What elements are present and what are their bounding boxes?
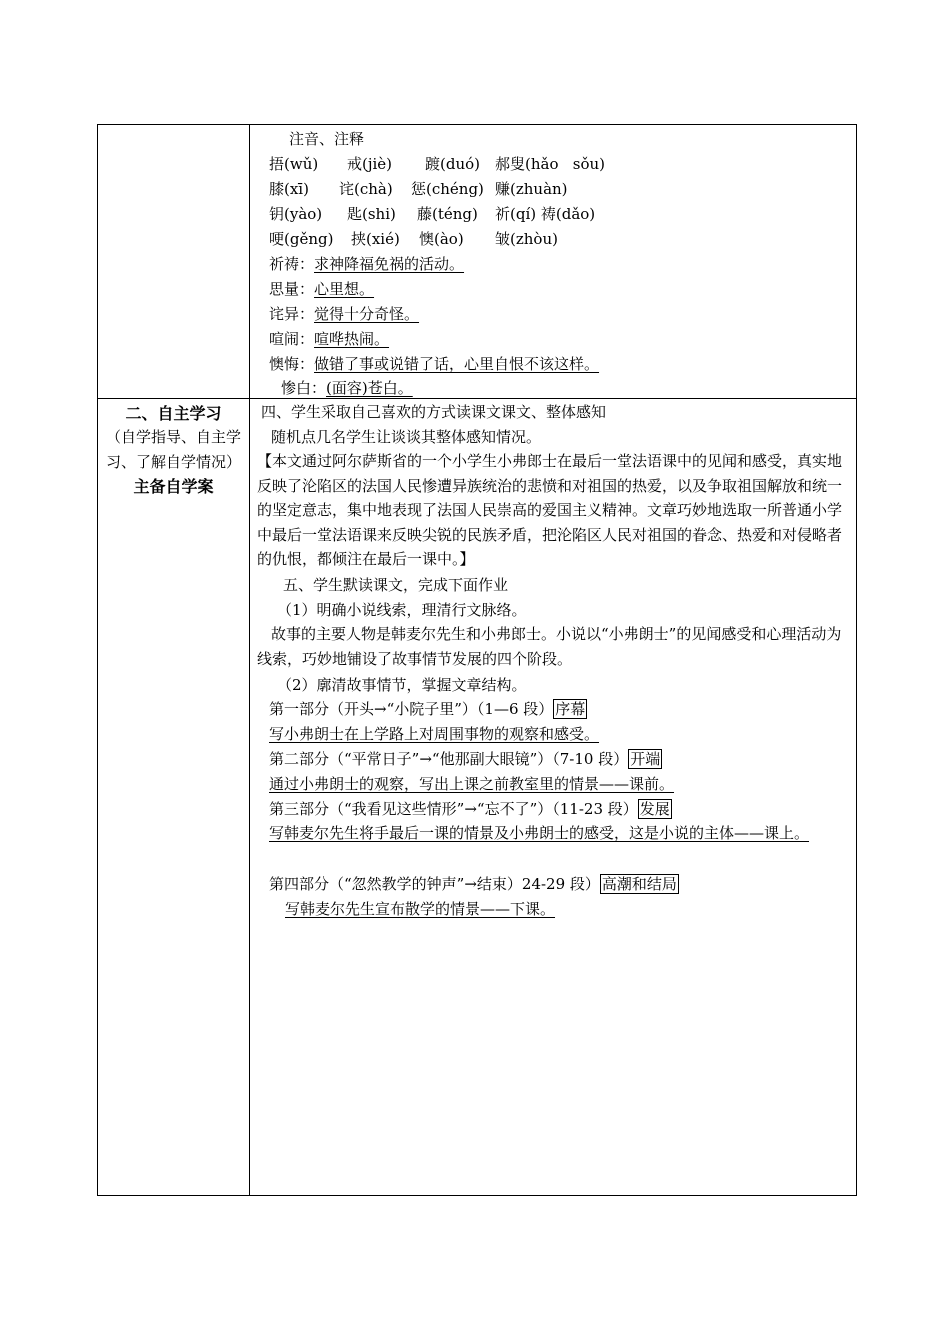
pinyin-item: 藤(téng): [417, 205, 478, 223]
glossary-item: 祈祷：求神降福免祸的活动。: [269, 255, 465, 273]
section-four-text: 随机点几名学生让谈谈其整体感知情况。: [271, 428, 542, 446]
stage-tag: 高潮和结局: [601, 875, 677, 893]
pinyin-item: 懊(ào): [419, 230, 464, 248]
glossary-definition: (面容)苍白。: [326, 379, 413, 397]
glossary-item: 思量：心里想。: [269, 280, 375, 298]
structure-part-desc: 写小弗朗士在上学路上对周围事物的观察和感受。: [269, 725, 600, 743]
pinyin-item: 赚(zhuàn): [495, 180, 568, 198]
pinyin-item: 挟(xié): [351, 230, 400, 248]
section-title: 二、自主学习: [125, 404, 222, 423]
stage-tag: 序幕: [555, 700, 586, 718]
structure-part-desc: 写韩麦尔先生将手最后一课的情景及小弗朗士的感受，这是小说的主体——课上。: [269, 824, 810, 842]
pinyin-item: 郝叟(hǎo sǒu): [495, 155, 606, 173]
pinyin-item: 匙(shi): [347, 205, 396, 223]
glossary-definition: 做错了事或说错了话，心里自恨不该这样。: [314, 355, 600, 373]
glossary-definition: 求神降福免祸的活动。: [314, 255, 465, 273]
structure-part-desc: 写韩麦尔先生宣布散学的情景——下课。: [285, 900, 556, 918]
glossary-definition: 觉得十分奇怪。: [314, 305, 420, 323]
glossary-definition: 喧哗热闹。: [314, 330, 390, 348]
structure-part: 第四部分（“忽然教学的钟声”→结束）24-29 段） 高潮和结局: [269, 875, 677, 893]
question-two: （2）廓清故事情节，掌握文章结构。: [277, 676, 527, 694]
structure-part-desc: 通过小弗朗士的观察，写出上课之前教室里的情景——课前。: [269, 775, 675, 793]
pronunciation-heading: 注音、注释: [289, 130, 365, 148]
pinyin-item: 膝(xī): [269, 180, 309, 198]
structure-part: 第一部分（开头→“小院子里”）（1—6 段） 序幕: [269, 700, 586, 718]
glossary-item: 懊悔：做错了事或说错了话，心里自恨不该这样。: [269, 355, 600, 373]
structure-part: 第三部分（“我看见这些情形”→“忘不了”）（11-23 段） 发展: [269, 800, 670, 818]
question-one-answer: 故事的主要人物是韩麦尔先生和小弗郎士。小说以“小弗朗士”的见闻感受和心理活动为线索，巧妙地铺设了故事情节发展的四个阶段。: [257, 625, 842, 668]
pinyin-item: 钥(yào): [269, 205, 323, 223]
glossary-item: 惨白：(面容)苍白。: [281, 379, 413, 397]
row1-left-cell: [98, 125, 249, 398]
pinyin-item: 祈(qí) 祷(dǎo): [495, 205, 596, 223]
prepared-plan-label: 主备自学案: [133, 477, 214, 496]
pinyin-item: 踱(duó): [425, 155, 480, 173]
summary-paragraph: 【本文通过阿尔萨斯省的一个小学生小弗郎士在最后一堂法语课中的见闻和感受，真实地反映了沦陷区的法国人民惨遭异族统治的悲愤和对祖国的热爱，以及争取祖国解放和统一的坚定意志，集中地表现了法国人民崇高的爱国主义精神。文章巧妙地选取一所普通小学中最后一堂法语课来反映尖锐的民族矛盾，把沦陷区人民对祖国的眷念、热爱和对侵略者的仇恨，都倾注在最后一课中。】: [257, 452, 843, 568]
question-one: （1）明确小说线索，理清行文脉络。: [277, 601, 527, 619]
pinyin-item: 捂(wǔ): [269, 155, 319, 173]
glossary-item: 喧闹：喧哗热闹。: [269, 330, 390, 348]
stage-tag: 发展: [639, 800, 670, 818]
glossary-item: 诧异：觉得十分奇怪。: [269, 305, 420, 323]
lesson-table: [97, 124, 857, 1196]
pinyin-item: 皱(zhòu): [495, 230, 558, 248]
pinyin-item: 戒(jiè): [347, 155, 393, 173]
section-guide: （自学指导、自主学习、了解自学情况）: [105, 428, 241, 471]
row2-left-cell: [98, 399, 249, 500]
pinyin-item: 惩(chéng): [411, 180, 484, 198]
pinyin-item: 诧(chà): [339, 180, 393, 198]
pinyin-item: 哽(gěng): [269, 230, 334, 248]
row1-content-cell: [250, 125, 857, 398]
section-four-title: 四、学生采取自己喜欢的方式读课文课文、整体感知: [261, 403, 607, 421]
structure-part: 第二部分（“平常日子”→“他那副大眼镜”）（7-10 段） 开端: [269, 750, 661, 768]
glossary-definition: 心里想。: [314, 280, 375, 298]
section-five-title: 五、学生默读课文，完成下面作业: [283, 576, 509, 594]
stage-tag: 开端: [630, 750, 661, 768]
